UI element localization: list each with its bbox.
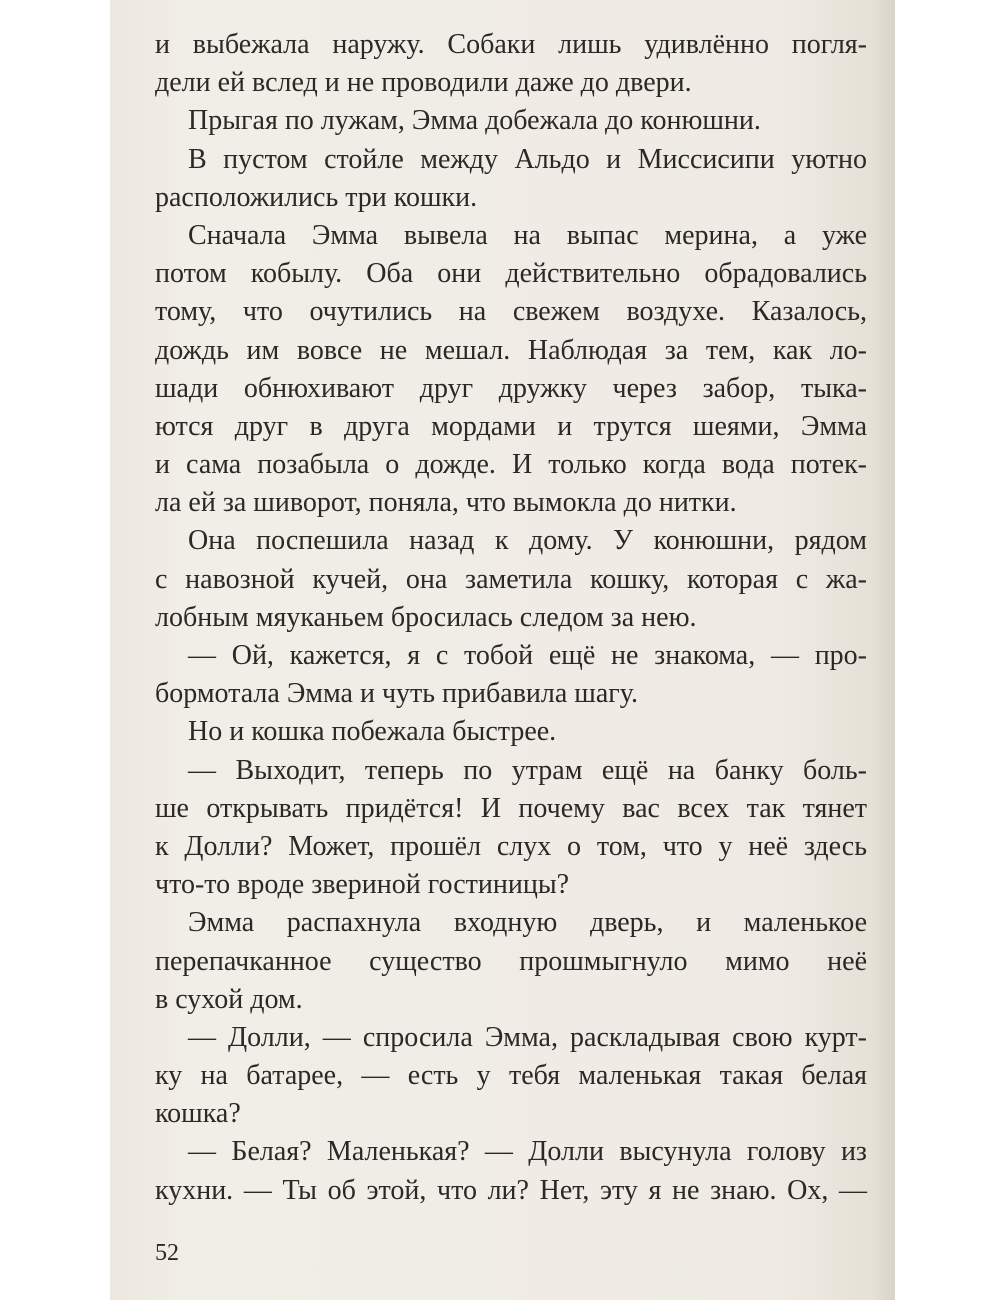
text-line: кошка?: [155, 1098, 241, 1130]
text-line: перепачканное существо прошмыгнуло мимо неё: [155, 945, 867, 977]
text-line: лобным мяуканьем бросилась следом за нею.: [155, 601, 697, 633]
text-line: В пустом стойле между Альдо и Миссисипи уютно: [188, 143, 867, 175]
text-line: и выбежала наружу. Собаки лишь удивлённо погля-: [155, 29, 867, 60]
text-line: — Выходит, теперь по утрам ещё на банку боль-: [188, 754, 867, 786]
text-line: Эмма распахнула входную дверь, и маленькое: [188, 907, 867, 939]
text-line: что-то вроде звериной гостиницы?: [155, 869, 570, 901]
text-line: ются друг в друга мордами и трутся шеями, Эмма: [155, 410, 867, 442]
text-line: в сухой дом.: [155, 983, 303, 1015]
text-line: Сначала Эмма вывела на выпас мерина, а уже: [188, 219, 867, 251]
text-line: ше открывать придётся! И почему вас всех так тянет: [155, 792, 867, 824]
text-line: кухни. — Ты об этой, что ли? Нет, эту я не знаю. Ох, —: [155, 1174, 867, 1206]
text-line: дождь им вовсе не мешал. Наблюдая за тем, как ло-: [155, 334, 867, 366]
text-line: бормотала Эмма и чуть прибавила шагу.: [155, 678, 638, 710]
text-line: — Ой, кажется, я с тобой ещё не знакома, — про-: [188, 640, 867, 671]
text-line: с навозной кучей, она заметила кошку, которая с жа-: [155, 563, 867, 595]
text-line: ку на батарее, — есть у тебя маленькая такая белая: [155, 1060, 867, 1092]
text-line: и сама позабыла о дожде. И только когда вода потек-: [155, 449, 867, 481]
text-line: к Долли? Может, прошёл слух о том, что у неё здесь: [155, 830, 867, 862]
text-line: Но и кошка побежала быстрее.: [188, 716, 557, 748]
text-line: шади обнюхивают друг дружку через забор, тыка-: [155, 372, 867, 404]
text-line: Прыгая по лужам, Эмма добежала до конюшни.: [188, 105, 761, 137]
text-line: — Белая? Маленькая? — Долли высунула голову из: [188, 1136, 867, 1168]
text-line: ла ей за шиворот, поняла, что вымокла до нитки.: [155, 487, 737, 519]
text-line: потом кобылу. Оба они действительно обрадовались: [155, 258, 867, 290]
text-line: — Долли, — спросила Эмма, раскладывая свою курт-: [188, 1021, 867, 1053]
text-line: тому, что очутились на свежем воздухе. Казалось,: [155, 296, 867, 328]
text-line: расположились три кошки.: [155, 181, 478, 213]
text-line: дели ей вслед и не проводили даже до двери.: [155, 67, 692, 99]
page-body-text: [155, 26, 867, 1210]
page-number: 52: [155, 1240, 179, 1266]
text-line: Она поспешила назад к дому. У конюшни, рядом: [188, 525, 867, 557]
